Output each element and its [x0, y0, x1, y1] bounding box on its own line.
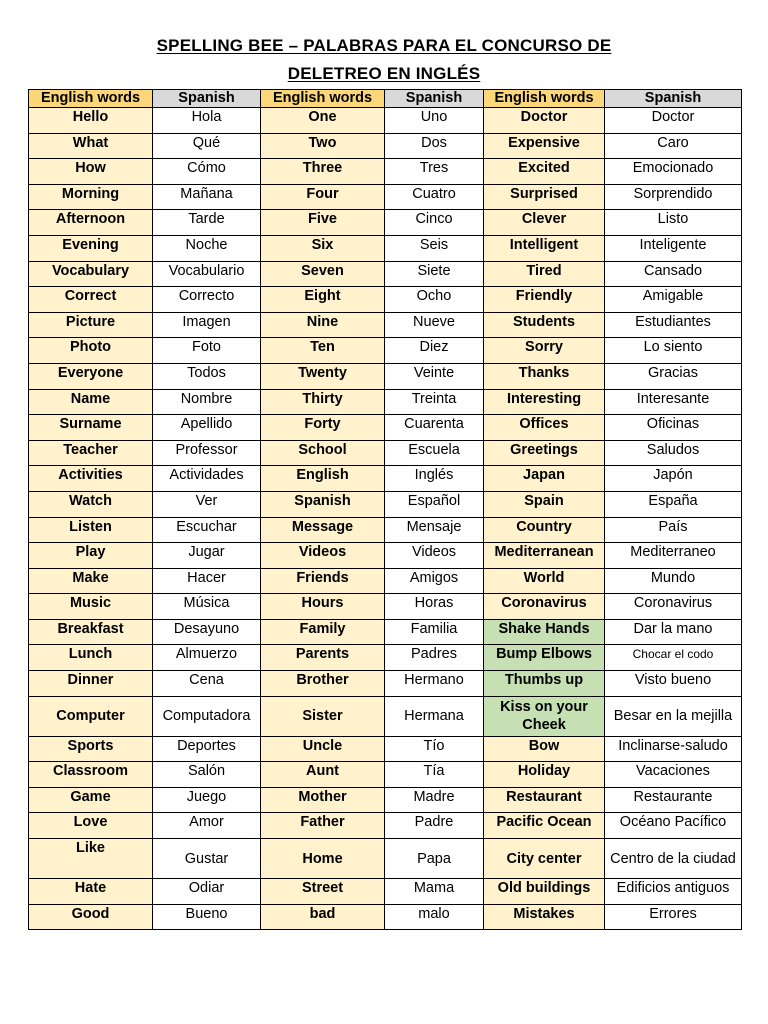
header-english-words-3: English words: [484, 90, 605, 108]
spanish-translation-cell: Nombre: [153, 389, 261, 415]
english-word-cell: Vocabulary: [29, 261, 153, 287]
table-row: [29, 839, 742, 879]
spanish-translation-cell: Imagen: [153, 312, 261, 338]
english-word-cell: Aunt: [261, 762, 385, 788]
english-word-cell: bad: [261, 904, 385, 930]
table-row: [29, 287, 742, 313]
table-row: [29, 440, 742, 466]
english-word-cell: Friends: [261, 568, 385, 594]
table-row: [29, 787, 742, 813]
spanish-translation-cell: Tres: [385, 159, 484, 185]
english-word-cell: Eight: [261, 287, 385, 313]
spanish-translation-cell: Gustar: [153, 839, 261, 879]
english-word-cell: Morning: [29, 184, 153, 210]
spanish-translation-cell: Deportes: [153, 736, 261, 762]
spanish-translation-cell: Familia: [385, 619, 484, 645]
english-word-cell: Afternoon: [29, 210, 153, 236]
spanish-translation-cell: Padres: [385, 645, 484, 671]
english-word-cell: Hello: [29, 108, 153, 134]
english-word-cell: Kiss on your Cheek: [484, 696, 605, 736]
english-word-cell: Sorry: [484, 338, 605, 364]
table-row: [29, 904, 742, 930]
english-word-cell: Intelligent: [484, 235, 605, 261]
english-word-cell: Play: [29, 543, 153, 569]
english-word-cell: Good: [29, 904, 153, 930]
english-word-cell: Seven: [261, 261, 385, 287]
english-word-cell: Old buildings: [484, 879, 605, 905]
table-row: [29, 184, 742, 210]
english-word-cell: Five: [261, 210, 385, 236]
english-word-cell: Evening: [29, 235, 153, 261]
english-word-cell: Videos: [261, 543, 385, 569]
english-word-cell: Excited: [484, 159, 605, 185]
header-spanish-2: Spanish: [385, 90, 484, 108]
english-word-cell: Message: [261, 517, 385, 543]
english-word-cell: Listen: [29, 517, 153, 543]
english-word-cell: Three: [261, 159, 385, 185]
english-word-cell: Mediterranean: [484, 543, 605, 569]
spanish-translation-cell: Gracias: [605, 363, 742, 389]
english-word-cell: How: [29, 159, 153, 185]
english-word-cell: Game: [29, 787, 153, 813]
spanish-translation-cell: Hacer: [153, 568, 261, 594]
spanish-translation-cell: Seis: [385, 235, 484, 261]
spanish-translation-cell: Restaurante: [605, 787, 742, 813]
english-word-cell: Surprised: [484, 184, 605, 210]
english-word-cell: Clever: [484, 210, 605, 236]
english-word-cell: Family: [261, 619, 385, 645]
spanish-translation-cell: Coronavirus: [605, 594, 742, 620]
spanish-translation-cell: Juego: [153, 787, 261, 813]
english-word-cell: Father: [261, 813, 385, 839]
english-word-cell: City center: [484, 839, 605, 879]
spanish-translation-cell: Japón: [605, 466, 742, 492]
english-word-cell: Activities: [29, 466, 153, 492]
spanish-translation-cell: España: [605, 491, 742, 517]
spanish-translation-cell: Mensaje: [385, 517, 484, 543]
english-word-cell: Doctor: [484, 108, 605, 134]
spanish-translation-cell: Noche: [153, 235, 261, 261]
table-row: [29, 261, 742, 287]
spanish-translation-cell: Oficinas: [605, 415, 742, 441]
english-word-cell: Hate: [29, 879, 153, 905]
table-row: [29, 594, 742, 620]
table-row: [29, 736, 742, 762]
table-row: [29, 879, 742, 905]
table-row: [29, 108, 742, 134]
english-word-cell: Love: [29, 813, 153, 839]
spanish-translation-cell: Inclinarse-saludo: [605, 736, 742, 762]
spanish-translation-cell: Mañana: [153, 184, 261, 210]
spanish-translation-cell: Dar la mano: [605, 619, 742, 645]
spanish-translation-cell: Uno: [385, 108, 484, 134]
spanish-translation-cell: Cena: [153, 671, 261, 697]
spanish-translation-cell: Dos: [385, 133, 484, 159]
english-word-cell: Correct: [29, 287, 153, 313]
english-word-cell: Home: [261, 839, 385, 879]
spanish-translation-cell: Nueve: [385, 312, 484, 338]
spanish-translation-cell: Cuatro: [385, 184, 484, 210]
english-word-cell: Restaurant: [484, 787, 605, 813]
spanish-translation-cell: Estudiantes: [605, 312, 742, 338]
english-word-cell: One: [261, 108, 385, 134]
spanish-translation-cell: Saludos: [605, 440, 742, 466]
spanish-translation-cell: Computadora: [153, 696, 261, 736]
english-word-cell: Breakfast: [29, 619, 153, 645]
spanish-translation-cell: Tarde: [153, 210, 261, 236]
english-word-cell: Picture: [29, 312, 153, 338]
table-row: [29, 466, 742, 492]
english-word-cell: Watch: [29, 491, 153, 517]
spanish-translation-cell: Cinco: [385, 210, 484, 236]
english-word-cell: Holiday: [484, 762, 605, 788]
english-word-cell: Offices: [484, 415, 605, 441]
spanish-translation-cell: Veinte: [385, 363, 484, 389]
english-word-cell: Computer: [29, 696, 153, 736]
spanish-translation-cell: Madre: [385, 787, 484, 813]
spanish-translation-cell: Amigos: [385, 568, 484, 594]
spanish-translation-cell: Hola: [153, 108, 261, 134]
english-word-cell: Parents: [261, 645, 385, 671]
english-word-cell: Street: [261, 879, 385, 905]
english-word-cell: Expensive: [484, 133, 605, 159]
english-word-cell: Brother: [261, 671, 385, 697]
english-word-cell: Uncle: [261, 736, 385, 762]
english-word-cell: Twenty: [261, 363, 385, 389]
english-word-cell: Photo: [29, 338, 153, 364]
spanish-translation-cell: Siete: [385, 261, 484, 287]
english-word-cell: Spain: [484, 491, 605, 517]
spanish-translation-cell: País: [605, 517, 742, 543]
spanish-translation-cell: Interesante: [605, 389, 742, 415]
english-word-cell: Music: [29, 594, 153, 620]
english-word-cell: Name: [29, 389, 153, 415]
spanish-translation-cell: Tía: [385, 762, 484, 788]
spanish-translation-cell: Qué: [153, 133, 261, 159]
spanish-translation-cell: Escuela: [385, 440, 484, 466]
english-word-cell: Thanks: [484, 363, 605, 389]
english-word-cell: Dinner: [29, 671, 153, 697]
table-row: [29, 491, 742, 517]
english-word-cell: Sports: [29, 736, 153, 762]
vocabulary-table: [28, 89, 742, 930]
page-title-line-2: DELETREO EN INGLÉS: [287, 64, 481, 83]
spanish-translation-cell: Sorprendido: [605, 184, 742, 210]
spanish-translation-cell: Desayuno: [153, 619, 261, 645]
table-row: [29, 645, 742, 671]
spanish-translation-cell: Ocho: [385, 287, 484, 313]
english-word-cell: Thirty: [261, 389, 385, 415]
spanish-translation-cell: Tío: [385, 736, 484, 762]
english-word-cell: School: [261, 440, 385, 466]
english-word-cell: Lunch: [29, 645, 153, 671]
english-word-cell: Make: [29, 568, 153, 594]
spanish-translation-cell: Escuchar: [153, 517, 261, 543]
spanish-translation-cell: Amor: [153, 813, 261, 839]
spanish-translation-cell: Foto: [153, 338, 261, 364]
table-row: [29, 133, 742, 159]
spanish-translation-cell: Listo: [605, 210, 742, 236]
spanish-translation-cell: Bueno: [153, 904, 261, 930]
english-word-cell: Mother: [261, 787, 385, 813]
english-word-cell: Surname: [29, 415, 153, 441]
table-body: [29, 108, 742, 930]
header-english-words-1: English words: [29, 90, 153, 108]
spanish-translation-cell: Videos: [385, 543, 484, 569]
english-word-cell: Shake Hands: [484, 619, 605, 645]
spanish-translation-cell: Caro: [605, 133, 742, 159]
spanish-translation-cell: Cuarenta: [385, 415, 484, 441]
spanish-translation-cell: Vacaciones: [605, 762, 742, 788]
table-row: [29, 671, 742, 697]
spanish-translation-cell: Edificios antiguos: [605, 879, 742, 905]
header-spanish-1: Spanish: [153, 90, 261, 108]
english-word-cell: Friendly: [484, 287, 605, 313]
table-row: [29, 389, 742, 415]
english-word-cell: Students: [484, 312, 605, 338]
english-word-cell: Classroom: [29, 762, 153, 788]
spanish-translation-cell: Cómo: [153, 159, 261, 185]
spanish-translation-cell: Lo siento: [605, 338, 742, 364]
spanish-translation-cell: Emocionado: [605, 159, 742, 185]
english-word-cell: Ten: [261, 338, 385, 364]
spanish-translation-cell: Centro de la ciudad: [605, 839, 742, 879]
english-word-cell: Hours: [261, 594, 385, 620]
spanish-translation-cell: Treinta: [385, 389, 484, 415]
english-word-cell: Six: [261, 235, 385, 261]
spanish-translation-cell: Doctor: [605, 108, 742, 134]
english-word-cell: Four: [261, 184, 385, 210]
spanish-translation-cell: Apellido: [153, 415, 261, 441]
table-row: [29, 813, 742, 839]
table-row: [29, 415, 742, 441]
spanish-translation-cell: Mediterraneo: [605, 543, 742, 569]
english-word-cell: Pacific Ocean: [484, 813, 605, 839]
spanish-translation-cell: Cansado: [605, 261, 742, 287]
spanish-translation-cell: Hermana: [385, 696, 484, 736]
table-row: [29, 696, 742, 736]
spanish-translation-cell: Océano Pacífico: [605, 813, 742, 839]
table-header-row: [29, 90, 742, 108]
english-word-cell: Nine: [261, 312, 385, 338]
english-word-cell: Everyone: [29, 363, 153, 389]
spanish-translation-cell: Mama: [385, 879, 484, 905]
table-row: [29, 235, 742, 261]
spanish-translation-cell: Diez: [385, 338, 484, 364]
english-word-cell: English: [261, 466, 385, 492]
spanish-translation-cell: Besar en la mejilla: [605, 696, 742, 736]
spanish-translation-cell: Errores: [605, 904, 742, 930]
spanish-translation-cell: Actividades: [153, 466, 261, 492]
table-row: [29, 363, 742, 389]
page-title-line-1: SPELLING BEE – PALABRAS PARA EL CONCURSO DE: [156, 36, 612, 55]
english-word-cell: Japan: [484, 466, 605, 492]
english-word-cell: Forty: [261, 415, 385, 441]
english-word-cell: Teacher: [29, 440, 153, 466]
spanish-translation-cell: Amigable: [605, 287, 742, 313]
english-word-cell: Bump Elbows: [484, 645, 605, 671]
spanish-translation-cell: Professor: [153, 440, 261, 466]
spanish-translation-cell: Chocar el codo: [605, 645, 742, 671]
spanish-translation-cell: Vocabulario: [153, 261, 261, 287]
table-row: [29, 338, 742, 364]
spanish-translation-cell: Almuerzo: [153, 645, 261, 671]
spanish-translation-cell: Jugar: [153, 543, 261, 569]
spanish-translation-cell: Salón: [153, 762, 261, 788]
spanish-translation-cell: Correcto: [153, 287, 261, 313]
spanish-translation-cell: Mundo: [605, 568, 742, 594]
english-word-cell: Mistakes: [484, 904, 605, 930]
spanish-translation-cell: malo: [385, 904, 484, 930]
spanish-translation-cell: Horas: [385, 594, 484, 620]
english-word-cell: Sister: [261, 696, 385, 736]
english-word-cell: World: [484, 568, 605, 594]
english-word-cell: Two: [261, 133, 385, 159]
table-row: [29, 568, 742, 594]
spanish-translation-cell: Música: [153, 594, 261, 620]
english-word-cell: Spanish: [261, 491, 385, 517]
table-row: [29, 210, 742, 236]
english-word-cell: Greetings: [484, 440, 605, 466]
table-row: [29, 543, 742, 569]
spanish-translation-cell: Ver: [153, 491, 261, 517]
spanish-translation-cell: Padre: [385, 813, 484, 839]
english-word-cell: Bow: [484, 736, 605, 762]
english-word-cell: Coronavirus: [484, 594, 605, 620]
english-word-cell: Country: [484, 517, 605, 543]
english-word-cell: Thumbs up: [484, 671, 605, 697]
table-row: [29, 517, 742, 543]
spanish-translation-cell: Visto bueno: [605, 671, 742, 697]
spanish-translation-cell: Inglés: [385, 466, 484, 492]
header-spanish-3: Spanish: [605, 90, 742, 108]
table-row: [29, 619, 742, 645]
header-english-words-2: English words: [261, 90, 385, 108]
table-row: [29, 312, 742, 338]
spanish-translation-cell: Hermano: [385, 671, 484, 697]
spanish-translation-cell: Español: [385, 491, 484, 517]
english-word-cell: Like: [29, 839, 153, 879]
spanish-translation-cell: Todos: [153, 363, 261, 389]
table-row: [29, 762, 742, 788]
spanish-translation-cell: Odiar: [153, 879, 261, 905]
english-word-cell: Interesting: [484, 389, 605, 415]
spanish-translation-cell: Inteligente: [605, 235, 742, 261]
english-word-cell: Tired: [484, 261, 605, 287]
english-word-cell: What: [29, 133, 153, 159]
table-row: [29, 159, 742, 185]
spanish-translation-cell: Papa: [385, 839, 484, 879]
